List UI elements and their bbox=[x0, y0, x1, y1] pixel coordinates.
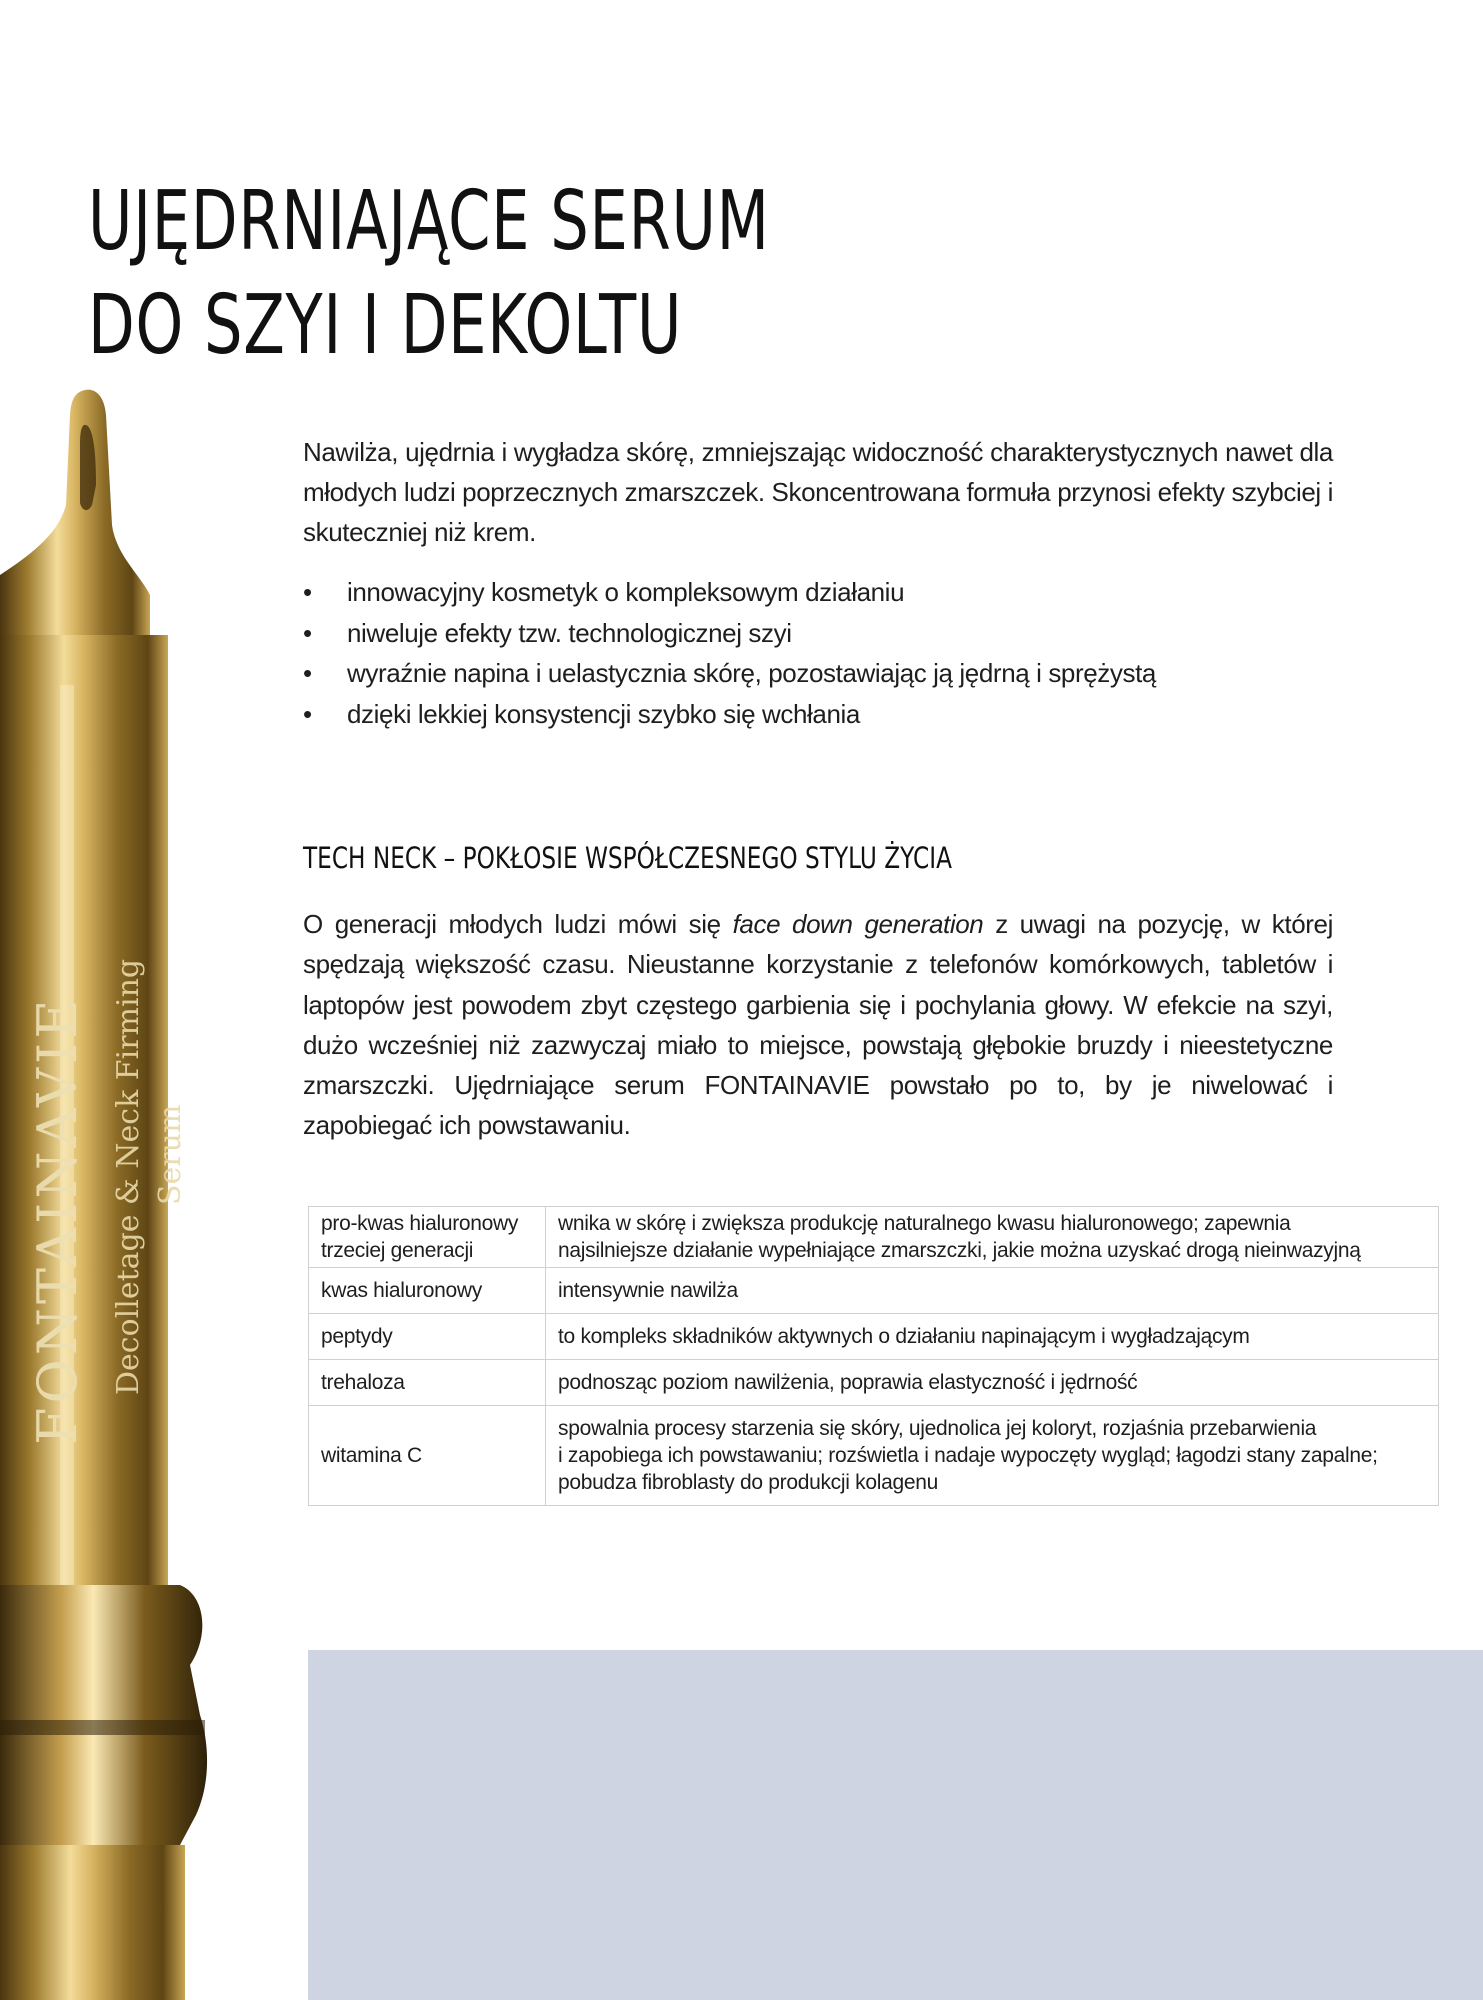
feature-item bbox=[303, 572, 1333, 613]
table-row bbox=[309, 1268, 1439, 1314]
feature-text: niweluje efekty tzw. technologicznej szyi bbox=[347, 617, 792, 648]
intro-paragraph: Nawilża, ujędrnia i wygładza skórę, zmniejszając widoczność charakterystycznych nawet dla młodych ludzi poprzecznych zmarszczek. Skoncentrowana formuła przynosi efekty szybciej i skuteczniej niż krem. bbox=[303, 437, 1333, 547]
table-row bbox=[309, 1406, 1439, 1506]
tube-brand-text: FONTAINAVIE bbox=[26, 995, 89, 1445]
tube-label-line1: Decolletage & Neck Firming bbox=[111, 958, 146, 1395]
bullet-icon: • bbox=[303, 658, 312, 688]
feature-text: dzięki lekkiej konsystencji szybko się wchłania bbox=[347, 698, 860, 729]
body-text-start: O generacji młodych ludzi mówi się bbox=[303, 909, 733, 939]
ingredient-name bbox=[309, 1207, 546, 1268]
bullet-icon: • bbox=[303, 698, 312, 729]
bullet-icon: • bbox=[303, 577, 312, 607]
page-title bbox=[88, 170, 770, 378]
section-body bbox=[303, 904, 1333, 1146]
serum-tube-image bbox=[0, 385, 240, 2000]
ingredient-desc-line: i zapobiega ich powstawaniu; rozświetla i nadaje wypoczęty wygląd; łagodzi stany zapalne; bbox=[558, 1444, 1378, 1467]
ingredient-desc-line: najsilniejsze działanie wypełniające zmarszczki, jakie można uzyskać drogą nieinwazyjną bbox=[558, 1239, 1361, 1262]
ingredient-desc-line: spowalnia procesy starzenia się skóry, ujednolica jej koloryt, rozjaśnia przebarwienia bbox=[558, 1417, 1317, 1440]
table-row bbox=[309, 1314, 1439, 1360]
feature-text: wyraźnie napina i uelastycznia skórę, pozostawiając ją jędrną i sprężystą bbox=[347, 658, 1156, 688]
ingredient-name: trehaloza bbox=[309, 1360, 546, 1406]
tube-label-line2: Serum bbox=[153, 1104, 188, 1205]
ingredient-name: witamina C bbox=[309, 1406, 546, 1506]
tube-tip bbox=[0, 390, 150, 645]
ingredient-name-line: trzeciej generacji bbox=[321, 1239, 474, 1262]
ingredient-desc-line: pobudza fibroblasty do produkcji kolagenu bbox=[558, 1471, 938, 1494]
section-heading: TECH NECK – POKŁOSIE WSPÓŁCZESNEGO STYLU ŻYCIA bbox=[303, 841, 952, 875]
ingredient-desc-line: wnika w skórę i zwiększa produkcję naturalnego kwasu hialuronowego; zapewnia bbox=[558, 1212, 1291, 1235]
table-row bbox=[309, 1360, 1439, 1406]
tube-collar bbox=[0, 1585, 207, 1845]
tube-collar-ridge bbox=[0, 1720, 205, 1735]
ingredient-name-line: pro-kwas hialuronowy bbox=[321, 1212, 519, 1235]
ingredient-description: podnosząc poziom nawilżenia, poprawia elastyczność i jędrność bbox=[546, 1360, 1439, 1406]
tube-base bbox=[0, 1845, 185, 2000]
ingredient-description bbox=[546, 1406, 1439, 1506]
feature-list bbox=[303, 572, 1333, 734]
ingredient-description: intensywnie nawilża bbox=[546, 1268, 1439, 1314]
table-row bbox=[309, 1207, 1439, 1268]
feature-item bbox=[303, 613, 1333, 654]
body-text-italic: face down generation bbox=[732, 909, 984, 939]
bullet-icon: • bbox=[303, 617, 312, 648]
feature-text: innowacyjny kosmetyk o kompleksowym działaniu bbox=[347, 577, 905, 607]
ingredient-description: to kompleks składników aktywnych o działaniu napinającym i wygładzającym bbox=[546, 1314, 1439, 1360]
feature-item bbox=[303, 694, 1333, 735]
ingredients-table bbox=[308, 1206, 1439, 1506]
ingredient-description bbox=[546, 1207, 1439, 1268]
body-text-end: z uwagi na pozycję, w której spędzają większość czasu. Nieustanne korzystanie z telefonów komórkowych, tabletów i laptopów jest powodem zbyt częstego garbienia się i pochylania głowy. W efekcie na szyi, dużo wcześniej niż zazwyczaj miało to miejsce, powstają głębokie bruzdy i nieestetyczne zmarszczki. Ujędrniające serum FONTAINAVIE powstało po to, by je niwelować i zapobiegać ich powstawaniu. bbox=[303, 909, 1333, 1141]
decorative-block bbox=[308, 1650, 1483, 2000]
title-line-2: DO SZYI I DEKOLTU bbox=[88, 278, 683, 373]
ingredient-name: kwas hialuronowy bbox=[309, 1268, 546, 1314]
title-line-1: UJĘDRNIAJĄCE SERUM bbox=[88, 174, 770, 269]
ingredient-name: peptydy bbox=[309, 1314, 546, 1360]
feature-item bbox=[303, 653, 1333, 694]
